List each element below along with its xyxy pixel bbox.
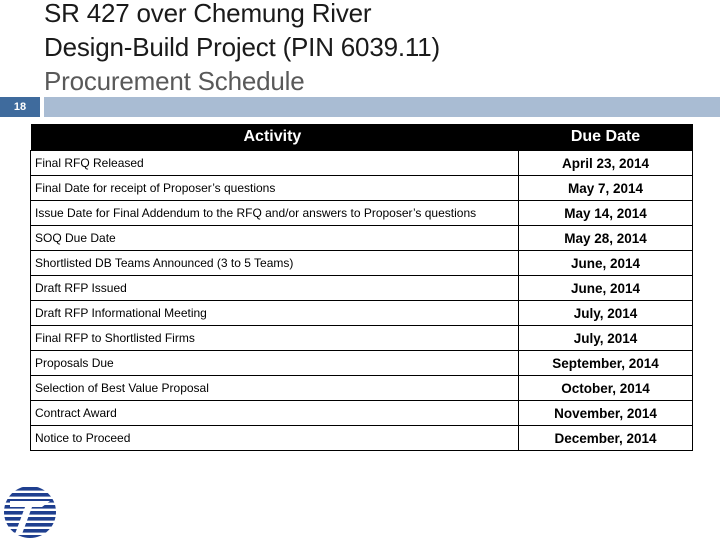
table-row xyxy=(31,301,693,326)
due-date-cell: May 14, 2014 xyxy=(519,201,693,226)
table-header-row xyxy=(31,124,693,151)
table-row xyxy=(31,276,693,301)
due-date-cell: May 7, 2014 xyxy=(519,176,693,201)
due-date-cell: December, 2014 xyxy=(519,426,693,451)
title-line-3: Procurement Schedule xyxy=(44,66,305,96)
slide-title xyxy=(44,0,440,98)
activity-cell: Shortlisted DB Teams Announced (3 to 5 Teams) xyxy=(31,251,519,276)
due-date-cell: September, 2014 xyxy=(519,351,693,376)
header-due-date: Due Date xyxy=(519,124,693,151)
due-date-cell: April 23, 2014 xyxy=(519,151,693,176)
table-row xyxy=(31,426,693,451)
table-row xyxy=(31,351,693,376)
table-row xyxy=(31,401,693,426)
table-row xyxy=(31,326,693,351)
activity-cell: Contract Award xyxy=(31,401,519,426)
slide-number: 18 xyxy=(0,97,40,117)
due-date-cell: November, 2014 xyxy=(519,401,693,426)
activity-cell: Proposals Due xyxy=(31,351,519,376)
procurement-schedule-table xyxy=(30,124,693,451)
nysdot-logo-icon xyxy=(2,484,58,540)
table-row xyxy=(31,151,693,176)
activity-cell: Notice to Proceed xyxy=(31,426,519,451)
table-row xyxy=(31,226,693,251)
title-line-2: Design-Build Project (PIN 6039.11) xyxy=(44,32,440,62)
due-date-cell: May 28, 2014 xyxy=(519,226,693,251)
table-row xyxy=(31,251,693,276)
activity-cell: Issue Date for Final Addendum to the RFQ and/or answers to Proposer’s questions xyxy=(31,201,519,226)
due-date-cell: June, 2014 xyxy=(519,251,693,276)
activity-cell: Draft RFP Informational Meeting xyxy=(31,301,519,326)
header-activity: Activity xyxy=(31,124,519,151)
activity-cell: Final Date for receipt of Proposer’s questions xyxy=(31,176,519,201)
title-line-1: SR 427 over Chemung River xyxy=(44,0,372,28)
activity-cell: SOQ Due Date xyxy=(31,226,519,251)
due-date-cell: October, 2014 xyxy=(519,376,693,401)
due-date-cell: July, 2014 xyxy=(519,326,693,351)
due-date-cell: July, 2014 xyxy=(519,301,693,326)
activity-cell: Final RFP to Shortlisted Firms xyxy=(31,326,519,351)
accent-bar xyxy=(44,97,720,117)
activity-cell: Selection of Best Value Proposal xyxy=(31,376,519,401)
table-body xyxy=(31,151,693,451)
table-row xyxy=(31,176,693,201)
table-row xyxy=(31,201,693,226)
activity-cell: Draft RFP Issued xyxy=(31,276,519,301)
due-date-cell: June, 2014 xyxy=(519,276,693,301)
table-row xyxy=(31,376,693,401)
activity-cell: Final RFQ Released xyxy=(31,151,519,176)
